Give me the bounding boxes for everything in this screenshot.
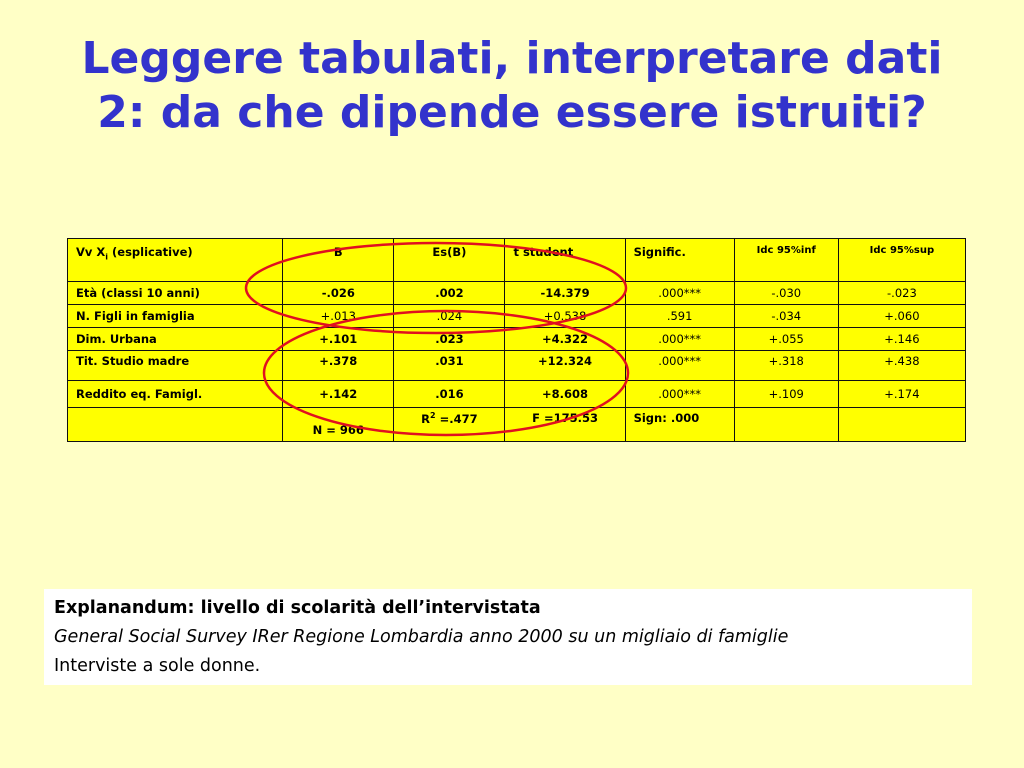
regression-table [67, 238, 966, 442]
table-row-urbana [68, 328, 966, 351]
footer-empty-3 [838, 408, 965, 442]
cell-sup: -.023 [838, 282, 965, 305]
table-footer-row [68, 408, 966, 442]
cell-inf: +.055 [734, 328, 838, 351]
cell-sig: .591 [625, 305, 734, 328]
cell-t: +4.322 [505, 328, 625, 351]
survey-line: General Social Survey IRer Regione Lombardia anno 2000 su un migliaio di famiglie [54, 627, 789, 647]
table-row-eta [68, 282, 966, 305]
header-b: B [283, 239, 394, 282]
slide-title [0, 32, 1024, 140]
cell-t: +8.608 [505, 381, 625, 408]
row-label: Tit. Studio madre [68, 351, 283, 381]
cell-inf: +.109 [734, 381, 838, 408]
cell-es: .024 [394, 305, 505, 328]
cell-inf: -.030 [734, 282, 838, 305]
cell-b: +.013 [283, 305, 394, 328]
header-idc-inf: Idc 95%inf [734, 239, 838, 282]
cell-sig: .000*** [625, 282, 734, 305]
row-label: Dim. Urbana [68, 328, 283, 351]
cell-sup: +.438 [838, 351, 965, 381]
cell-inf: +.318 [734, 351, 838, 381]
cell-sup: +.174 [838, 381, 965, 408]
row-label: Età (classi 10 anni) [68, 282, 283, 305]
title-line-1: Leggere tabulati, interpretare dati [81, 33, 943, 84]
cell-t: +12.324 [505, 351, 625, 381]
table-header-row [68, 239, 966, 282]
cell-sig: .000*** [625, 381, 734, 408]
cell-es: .031 [394, 351, 505, 381]
cell-t: -14.379 [505, 282, 625, 305]
cell-sup: +.060 [838, 305, 965, 328]
cell-es: .016 [394, 381, 505, 408]
footer-n: N = 966 [283, 408, 394, 442]
explanandum-box [44, 589, 972, 685]
cell-b: +.142 [283, 381, 394, 408]
header-t-student: t student [505, 239, 625, 282]
footer-empty [68, 408, 283, 442]
cell-sig: .000*** [625, 351, 734, 381]
title-line-2: 2: da che dipende essere istruiti? [97, 87, 927, 138]
header-idc-sup: Idc 95%sup [838, 239, 965, 282]
cell-b: +.378 [283, 351, 394, 381]
table-row-figli [68, 305, 966, 328]
table-row-madre [68, 351, 966, 381]
cell-t: +0.538 [505, 305, 625, 328]
cell-sig: .000*** [625, 328, 734, 351]
cell-sup: +.146 [838, 328, 965, 351]
row-label: Reddito eq. Famigl. [68, 381, 283, 408]
cell-inf: -.034 [734, 305, 838, 328]
footer-f: F =175.53 [505, 408, 625, 442]
footer-sign: Sign: .000 [625, 408, 734, 442]
explanandum-line: Explanandum: livello di scolarità dell’intervistata [54, 598, 541, 618]
footer-r2: $R^2 =.477$ [394, 408, 505, 442]
cell-b: -.026 [283, 282, 394, 305]
footer-empty-2 [734, 408, 838, 442]
cell-es: .002 [394, 282, 505, 305]
table-row-reddito [68, 381, 966, 408]
row-label: N. Figli in famiglia [68, 305, 283, 328]
sample-line: Interviste a sole donne. [54, 656, 261, 676]
cell-b: +.101 [283, 328, 394, 351]
header-variables: Vv $X_i$ (esplicative) [68, 239, 283, 282]
header-signific: Signific. [625, 239, 734, 282]
cell-es: .023 [394, 328, 505, 351]
header-es: Es(B) [394, 239, 505, 282]
